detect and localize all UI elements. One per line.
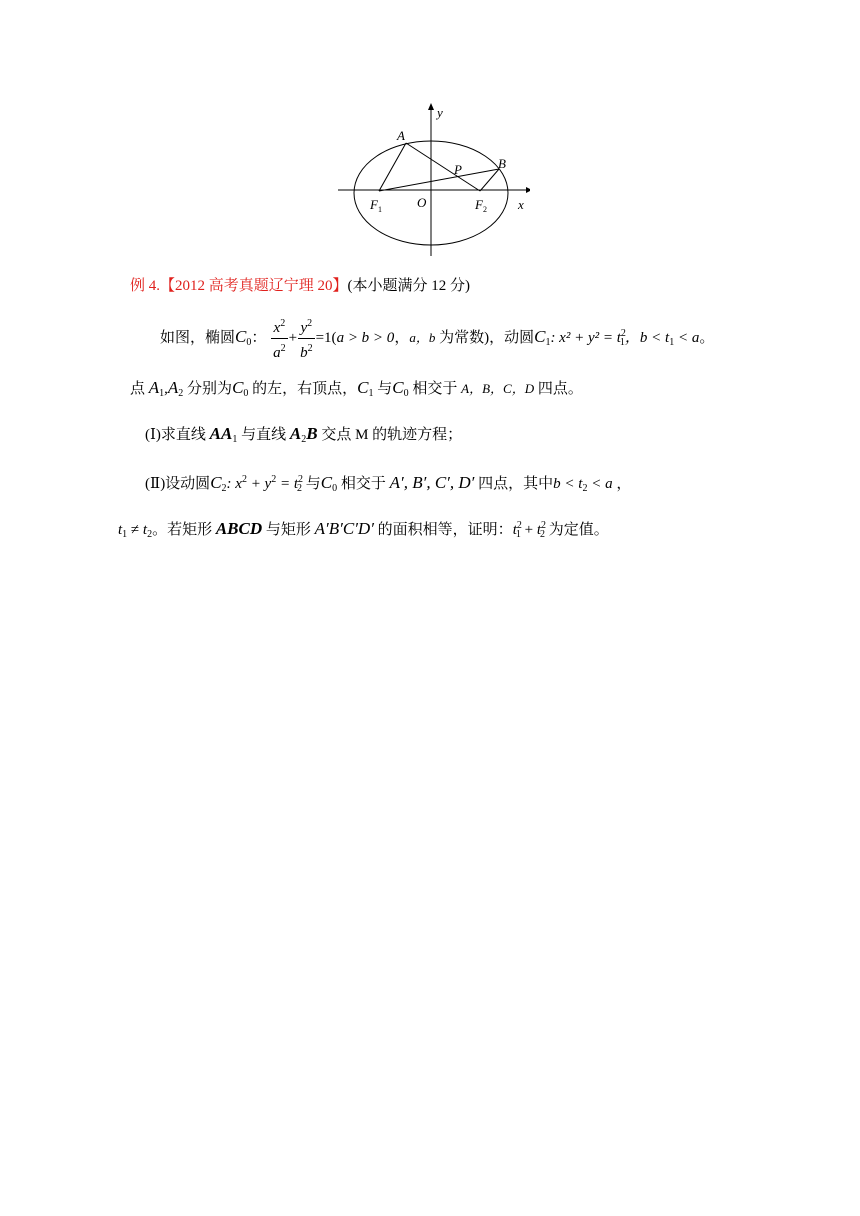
math-text: : x (226, 476, 242, 492)
math-text: x (273, 320, 281, 337)
math-text: a (273, 345, 281, 362)
math-text (298, 339, 315, 363)
math-text: 的左，右顶点， (248, 381, 358, 397)
segment-f1-b (379, 169, 499, 191)
math-text: 2 (241, 474, 247, 485)
math-text: 与直线 (237, 427, 290, 443)
math-text: ， (612, 476, 632, 492)
math-text: 点 (130, 381, 149, 397)
math-text: C (210, 473, 222, 492)
math-text: 为定值。 (545, 522, 609, 538)
math-text: 2 (307, 343, 313, 355)
math-text: 2 (620, 328, 626, 339)
math-text: 2 (280, 318, 286, 330)
math-text: 1 (515, 529, 521, 540)
math-text: 2 (280, 343, 286, 355)
math-text: 0 (246, 337, 252, 348)
math-text: 2 (221, 483, 227, 494)
math-text (271, 314, 288, 339)
math-text: A (148, 378, 160, 397)
math-text: 交点 M 的轨迹方程； (317, 427, 463, 443)
math-text: t (118, 522, 123, 538)
y-axis-arrow (428, 103, 434, 110)
label-y: y (437, 105, 443, 120)
math-text (271, 339, 288, 363)
math-text: A (167, 378, 179, 397)
label-f2: $F_2$ (475, 197, 487, 214)
math-text: 2 (540, 529, 545, 540)
fraction-x2-a2 (271, 314, 288, 363)
math-text: 2 (301, 434, 307, 445)
math-text: t (512, 522, 517, 538)
example-title (130, 276, 470, 296)
math-text (298, 314, 315, 339)
label-p: P (454, 162, 462, 177)
math-text: 。 (699, 330, 715, 346)
problem-part-1 (145, 424, 462, 450)
label-f1: $F_1$ (370, 197, 382, 214)
math-text: a，b (409, 330, 436, 345)
math-text: 1 (232, 434, 238, 445)
math-text: 与矩形 (262, 522, 315, 538)
example-number: 例 4. (130, 278, 161, 294)
math-text: A (289, 424, 302, 443)
math-text: = t (276, 476, 299, 492)
math-text: 相交于 (408, 381, 462, 397)
math-text: 2 (178, 388, 184, 399)
math-text: 0 (332, 483, 338, 494)
math-text: C (232, 378, 244, 397)
math-text: 2 (297, 483, 303, 494)
math-text: + y (246, 476, 272, 492)
math-text: 2 (298, 474, 304, 485)
math-text: 四点。 (534, 381, 583, 397)
math-text: A′B′C′D′ (314, 519, 374, 538)
math-text: 2 (307, 318, 313, 330)
math-text: 1 (122, 529, 128, 540)
math-text: 2 (147, 529, 153, 540)
math-text: 0 (403, 388, 409, 399)
math-text: C (235, 327, 247, 346)
math-text: ，b < t (624, 330, 670, 346)
math-text: 相交于 (337, 476, 390, 492)
math-text: 四点，其中 (474, 476, 554, 492)
math-text: + (520, 522, 537, 538)
math-text: 1 (368, 388, 374, 399)
math-text: =1( (315, 330, 337, 346)
math-text: 如图，椭圆 (160, 330, 236, 346)
math-text: b (300, 345, 308, 362)
math-text: , (164, 381, 168, 397)
math-text: 与 (302, 476, 321, 492)
math-text: t (142, 522, 148, 538)
math-text: (Ⅱ)设动圆 (145, 476, 211, 492)
label-x: x (518, 197, 524, 212)
math-text: 为常数)，动圆 (435, 330, 535, 346)
math-text: a > b > 0 (336, 330, 395, 346)
math-text: < a (674, 330, 700, 346)
label-a: A (397, 128, 405, 143)
math-text: 2 (541, 520, 546, 531)
problem-line-2 (130, 378, 583, 404)
math-text: C (534, 327, 546, 346)
math-text: ≠ (127, 522, 143, 538)
math-text: 1 (669, 337, 675, 348)
math-text: 2 (271, 474, 277, 485)
example-score: (本小题满分 12 分) (347, 278, 471, 294)
math-text: C (392, 378, 404, 397)
math-text: b < t (553, 476, 583, 492)
fraction-y2-b2 (298, 314, 315, 363)
math-text: ABCD (215, 519, 263, 538)
math-text: B (306, 424, 318, 443)
problem-part-2 (145, 470, 631, 499)
math-text: 2 (582, 483, 588, 494)
math-text: : x² + y² = t (550, 330, 621, 346)
math-text: < a (587, 476, 613, 492)
problem-line-1 (160, 314, 714, 363)
math-text: 的面积相等，证明： (373, 522, 513, 538)
x-axis-arrow (526, 187, 530, 193)
math-text: + (288, 330, 298, 346)
label-o: O (417, 195, 427, 210)
math-text: y (300, 320, 308, 337)
math-text: 。若矩形 (152, 522, 216, 538)
label-b: B (498, 156, 506, 171)
math-text: C (320, 473, 333, 492)
math-text: 1 (619, 337, 625, 348)
example-source: 【2012 高考真题辽宁理 20】 (160, 278, 348, 294)
math-text: 与 (373, 381, 393, 397)
math-text: C (357, 378, 369, 397)
math-text: 2 (516, 520, 522, 531)
math-text: 1 (545, 337, 551, 348)
math-text: A，B，C，D (461, 381, 535, 396)
math-text: 分别为 (183, 381, 233, 397)
math-text: ， (394, 330, 410, 346)
ellipse-diagram (330, 100, 530, 260)
math-text: 1 (159, 388, 165, 399)
problem-part-2-cont (118, 516, 609, 545)
math-text: AA (209, 424, 233, 443)
math-text: t (536, 522, 541, 538)
math-text: A′, B′, C′, D′ (389, 473, 475, 492)
math-text: 0 (243, 388, 249, 399)
segment-f1-a (379, 143, 406, 191)
math-text: (Ⅰ)求直线 (145, 427, 210, 443)
math-text: ： (251, 330, 267, 346)
